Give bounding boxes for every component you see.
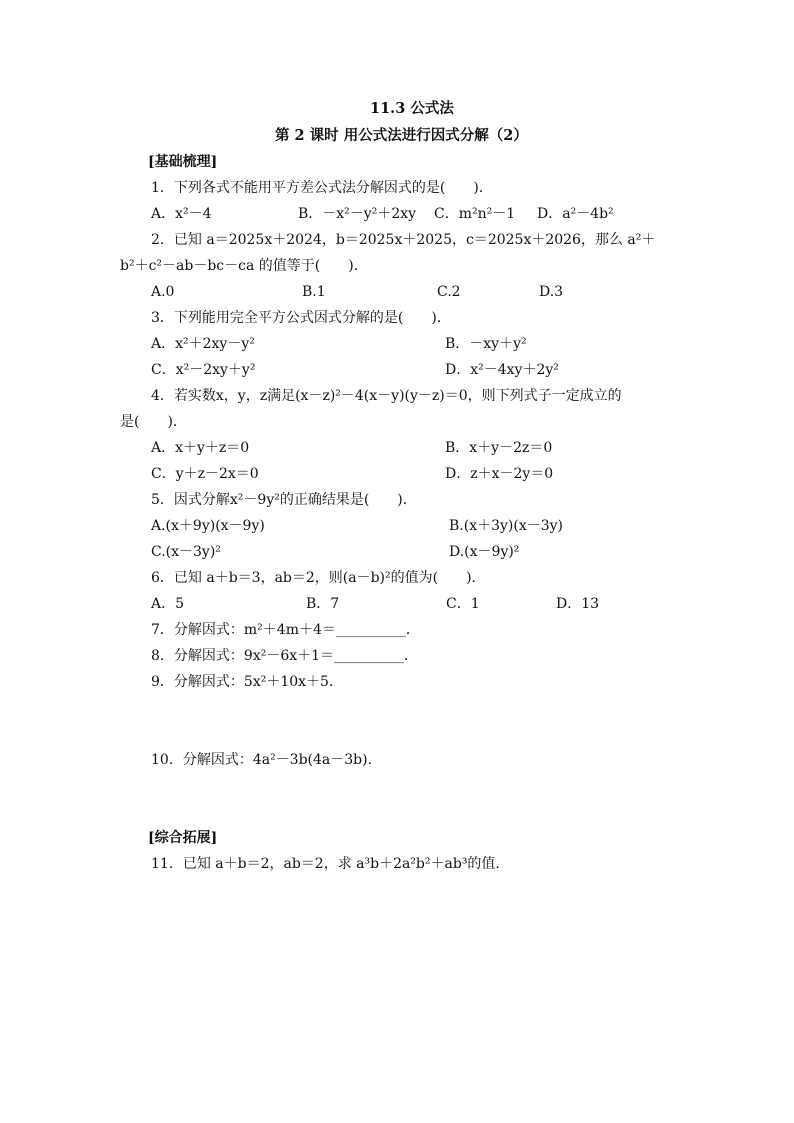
question-4-stem-line1: 4．若实数x，y，z满足(x－z)²－4(x－y)(y－z)＝0，则下列式子一定成立的 xyxy=(151,388,622,404)
question-4-option-a: A．x＋y＋z＝0 xyxy=(151,440,250,456)
question-6-stem: 6．已知 a＋b＝3，ab＝2，则(a－b)²的值为( )． xyxy=(151,570,486,586)
question-9: 9．分解因式：5x²＋10x＋5． xyxy=(151,674,343,690)
page-subtitle: 第 2 课时 用公式法进行因式分解（2） xyxy=(275,127,528,144)
page-title: 11.3 公式法 xyxy=(370,100,454,117)
question-5-option-c: C.(x－3y)² xyxy=(151,544,221,560)
question-5-option-d: D.(x－9y)² xyxy=(449,544,520,560)
question-5-option-b: B.(x＋3y)(x－3y) xyxy=(449,518,564,534)
question-2-option-c: C.2 xyxy=(437,284,461,300)
question-3-option-d: D．x²－4xy＋2y² xyxy=(445,362,559,378)
question-4-stem-line2: 是( )． xyxy=(120,414,187,430)
question-7: 7．分解因式：m²＋4m＋4＝__________． xyxy=(151,622,420,638)
question-6-option-d: D．13 xyxy=(556,596,600,612)
question-2-option-d: D.3 xyxy=(539,284,564,300)
question-2-stem-line2: b²＋c²－ab－bc－ca 的值等于( )． xyxy=(120,258,368,274)
question-1-option-d: D．a²－4b² xyxy=(537,206,614,222)
section-heading-extension: [综合拓展] xyxy=(148,830,218,846)
question-5-option-a: A.(x＋9y)(x－9y) xyxy=(151,518,265,534)
question-6-option-b: B．7 xyxy=(306,596,340,612)
question-8: 8．分解因式：9x²－6x＋1＝__________． xyxy=(151,648,419,664)
section-heading-basic: [基础梳理] xyxy=(148,154,218,170)
question-4-option-d: D．z＋x－2y＝0 xyxy=(445,466,554,482)
question-3-option-b: B．－xy＋y² xyxy=(445,336,527,352)
question-3-stem: 3．下列能用完全平方公式因式分解的是( )． xyxy=(151,310,451,326)
question-4-option-b: B．x＋y－2z＝0 xyxy=(445,440,553,456)
question-10: 10．分解因式：4a²－3b(4a－3b)． xyxy=(151,752,382,768)
question-6-option-a: A．5 xyxy=(151,596,185,612)
question-3-option-a: A．x²＋2xy－y² xyxy=(151,336,255,352)
question-6-option-c: C．1 xyxy=(446,596,480,612)
question-11: 11．已知 a＋b＝2，ab＝2，求 a³b＋2a²b²＋ab³的值． xyxy=(151,856,510,872)
question-3-option-c: C．x²－2xy＋y² xyxy=(151,362,256,378)
question-2-option-a: A.0 xyxy=(151,284,175,300)
question-1-option-c: C．m²n²－1 xyxy=(434,206,516,222)
question-1-option-a: A．x²－4 xyxy=(151,206,212,222)
question-2-stem-line1: 2．已知 a＝2025x＋2024，b＝2025x＋2025，c＝2025x＋2026，那么 a²＋ xyxy=(151,232,656,248)
question-2-option-b: B.1 xyxy=(302,284,326,300)
question-4-option-c: C．y＋z－2x＝0 xyxy=(151,466,259,482)
question-1-stem: 1．下列各式不能用平方差公式法分解因式的是( )． xyxy=(151,180,493,196)
question-1-option-b: B．－x²－y²＋2xy xyxy=(298,206,417,222)
question-5-stem: 5．因式分解x²－9y²的正确结果是( )． xyxy=(151,492,417,508)
